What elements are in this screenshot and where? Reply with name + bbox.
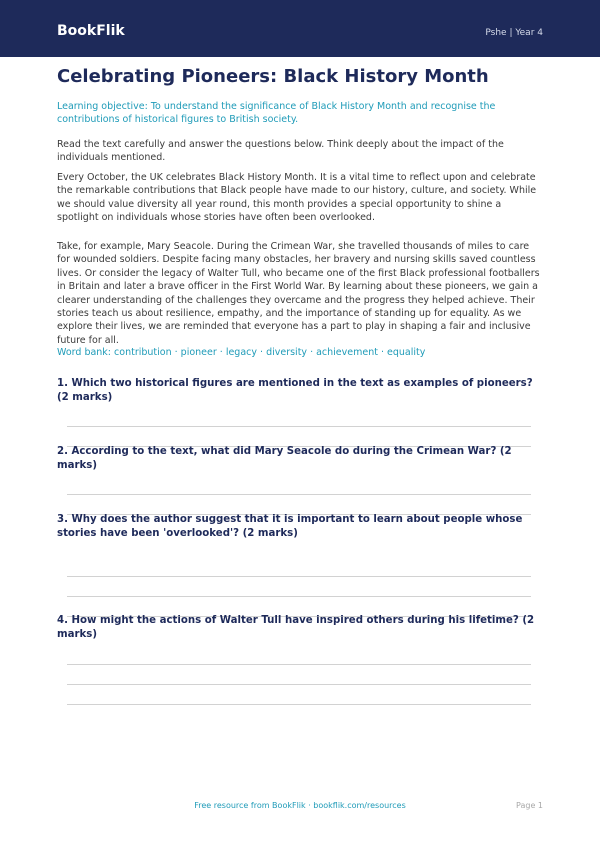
- answer-line: [67, 494, 531, 495]
- page-title: Celebrating Pioneers: Black History Month: [57, 66, 489, 87]
- question-2: 2. According to the text, what did Mary Seacole do during the Crimean War? (2 marks): [57, 446, 512, 471]
- word-bank: Word bank: contribution · pioneer · legacy · diversity · achievement · equality: [57, 347, 426, 358]
- answer-line: [67, 576, 531, 577]
- learning-objective: Learning objective: To understand the significance of Black History Month and recognise the contributions of historical figures to British society.: [57, 101, 496, 125]
- footer-link[interactable]: Free resource from BookFlik · bookflik.com/resources: [194, 801, 406, 810]
- subject-year-label: Pshe | Year 4: [485, 28, 543, 38]
- answer-line: [67, 596, 531, 597]
- question-1: 1. Which two historical figures are mentioned in the text as examples of pioneers? (2 marks): [57, 378, 533, 403]
- answer-line: [67, 426, 531, 427]
- passage-paragraph-2: Take, for example, Mary Seacole. During the Crimean War, she travelled thousands of miles to care for wounded soldiers. Despite facing many obstacles, her bravery and nursing skills saved countless lives. Or consider the legacy of Walter Tull, who became one of the first Black professional footballers in Britain and later a brave officer in the First World War. By learning about these pioneers, we gain a clearer understanding of the challenges they overcame and the progress they helped achieve. Their stories teach us about resilience, empathy, and the importance of standing up for equality. As we explore their lives, we are reminded that everyone has a part to play in shaping a fair and inclusive future for all.: [57, 241, 540, 346]
- answer-line: [67, 684, 531, 685]
- answer-line: [67, 664, 531, 665]
- passage-paragraph-1: Every October, the UK celebrates Black History Month. It is a vital time to reflect upon and celebrate the remarkable contributions that Black people have made to our history, culture, and society. While we should value diversity all year round, this month provides a special opportunity to shine a spotlight on individuals whose stories have often been overlooked.: [57, 172, 537, 224]
- page-header: [0, 0, 600, 57]
- brand-logo: BookFlik: [57, 23, 125, 39]
- question-4: 4. How might the actions of Walter Tull have inspired others during his lifetime? (2 marks): [57, 615, 535, 640]
- question-3: 3. Why does the author suggest that it is important to learn about people whose stories have been 'overlooked'? (2 marks): [57, 514, 523, 539]
- page-number: Page 1: [516, 801, 543, 810]
- answer-line: [67, 704, 531, 705]
- instructions-text: Read the text carefully and answer the questions below. Think deeply about the impact of the individuals mentioned.: [57, 139, 504, 164]
